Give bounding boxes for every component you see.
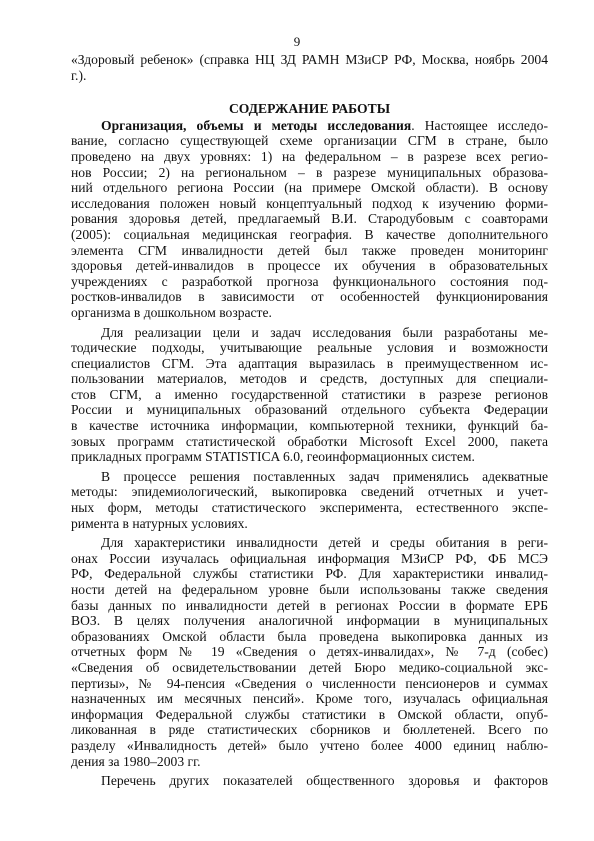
text-fragment: . Настоящее исследо-: [411, 117, 548, 133]
text-line: информация Федеральной службы статистики в Омской области, опуб-: [71, 706, 548, 722]
text-line: России и муниципальных образований отдельного субъекта Федерации: [71, 402, 548, 418]
paragraph-last-line: римента в натурных условиях.: [71, 515, 248, 531]
paragraph-organization: [71, 118, 548, 321]
text-line: стов СГМ, а именно государственной статистики в разрезе регионов: [71, 386, 548, 402]
bold-lead-phrase: Организация, объемы и методы исследования: [101, 117, 412, 133]
text-line: проведено на двух уровнях: 1) на федеральном – в разрезе всех регио-: [71, 148, 548, 164]
paragraph-first-line: Для реализации цели и задач исследования были разработаны ме-: [101, 324, 548, 340]
text-line: (2005): социальная медицинская география. В качестве дополнительного: [71, 226, 548, 242]
paragraph-last-line: дения за 1980–2003 гг.: [71, 753, 201, 769]
text-line: методы: эпидемиологический, выкопировка сведений отчетных и учет-: [71, 484, 548, 500]
text-line: зовых программ статистической обработки Microsoft Excel 2000, пакета: [71, 433, 548, 449]
text-line: базы данных по инвалидности детей в регионах России в формате ЕРБ: [71, 597, 548, 613]
text-line: рования здоровья детей, предлагаемый В.И. Стародубовым с соавторами: [71, 211, 548, 227]
text-line: ростков-инвалидов в зависимости от особенностей функционирования: [71, 289, 548, 305]
section-heading: СОДЕРЖАНИЕ РАБОТЫ: [228, 101, 391, 117]
page-number: 9: [293, 34, 301, 49]
paragraph-last-line: организма в дошкольном возрасте.: [71, 304, 272, 320]
text-line: ных форм, методы статистического эксперимента, естественного экспе-: [71, 500, 548, 516]
paragraph-first-line: Для характеристики инвалидности детей и среды обитания в реги-: [101, 535, 548, 551]
text-line: назначенных им месячных пенсий». Кроме того, изучалась официальная: [71, 691, 548, 707]
text-line: в качестве источника информации, компьютерной техники, функций ба-: [71, 418, 548, 434]
text-line: «Здоровый ребенок» (справка НЦ ЗД РАМН МЗиСР РФ, Москва, ноябрь 2004: [71, 52, 548, 67]
text-line: здоровья детей-инвалидов в процессе их обучения в образовательных: [71, 258, 548, 274]
page-content: [71, 52, 548, 789]
intro-reference: [71, 52, 548, 83]
text-line: специалистов СГМ. Эта адаптация выразилась в преимущественном ис-: [71, 355, 548, 371]
paragraph-indicators: [71, 773, 548, 789]
text-line: онах России изучалась официальная информация МЗиСР РФ, ФБ МСЭ: [71, 550, 548, 566]
text-line: пертизы», № 94-пенсия «Сведения о численности пенсионеров и суммах: [71, 675, 548, 691]
text-line: ликованная в ряде статистических сборников и бюллетеней. Всего по: [71, 722, 548, 738]
text-line: ВОЗ. В целях получения аналогичной информации в муниципальных: [71, 613, 548, 629]
text-line: нов России; 2) на региональном – в разрезе муниципальных образова-: [71, 164, 548, 180]
text-line: ности детей на федеральном уровне были использованы также сведения: [71, 582, 548, 597]
text-line: тодические подходы, учитывающие реальные условия и возможности: [71, 340, 548, 356]
text-line: образованиях Омской области была проведена выкопировка данных из: [71, 628, 548, 644]
text-line: исследования положен новый концептуальный подход к изучению форми-: [71, 195, 548, 211]
text-line: ний отдельного региона России (на примере Омской области). В основу: [71, 180, 548, 196]
text-line: отчетных форм № 19 «Сведения о детях-инвалидах», № 7-д (собес): [71, 644, 548, 660]
paragraph-first-line: В процессе решения поставленных задач применялись адекватные: [101, 468, 548, 484]
paragraph-methods: [71, 325, 548, 465]
paragraph-sources: [71, 535, 548, 769]
paragraph-last-line: прикладных программ STATISTICA 6.0, геоинформационных систем.: [71, 449, 475, 465]
text-line: вание, согласно существующей схеме организации СГМ в стране, было: [71, 133, 548, 149]
text-line: учреждениях с разработкой прогноза функционального состояния под-: [71, 273, 548, 289]
text-line: «Сведения об освидетельствовании детей Бюро медико-социальной экс-: [71, 659, 548, 675]
text-line: элемента СГМ инвалидности детей был также проведен мониторинг: [71, 242, 548, 258]
text-line: РФ, Федеральной службы статистики РФ. Для характеристики инвалид-: [71, 566, 548, 582]
text-line: разделу «Инвалидность детей» было учтено более 4000 единиц наблю-: [71, 737, 548, 753]
text-line: пользовании материалов, методов и средств, доступных для специали-: [71, 371, 548, 387]
text-line: г.).: [71, 67, 87, 83]
paragraph-approaches: [71, 469, 548, 531]
paragraph-first-line: [71, 118, 548, 134]
paragraph-first-line: Перечень других показателей общественного здоровья и факторов: [101, 773, 548, 789]
